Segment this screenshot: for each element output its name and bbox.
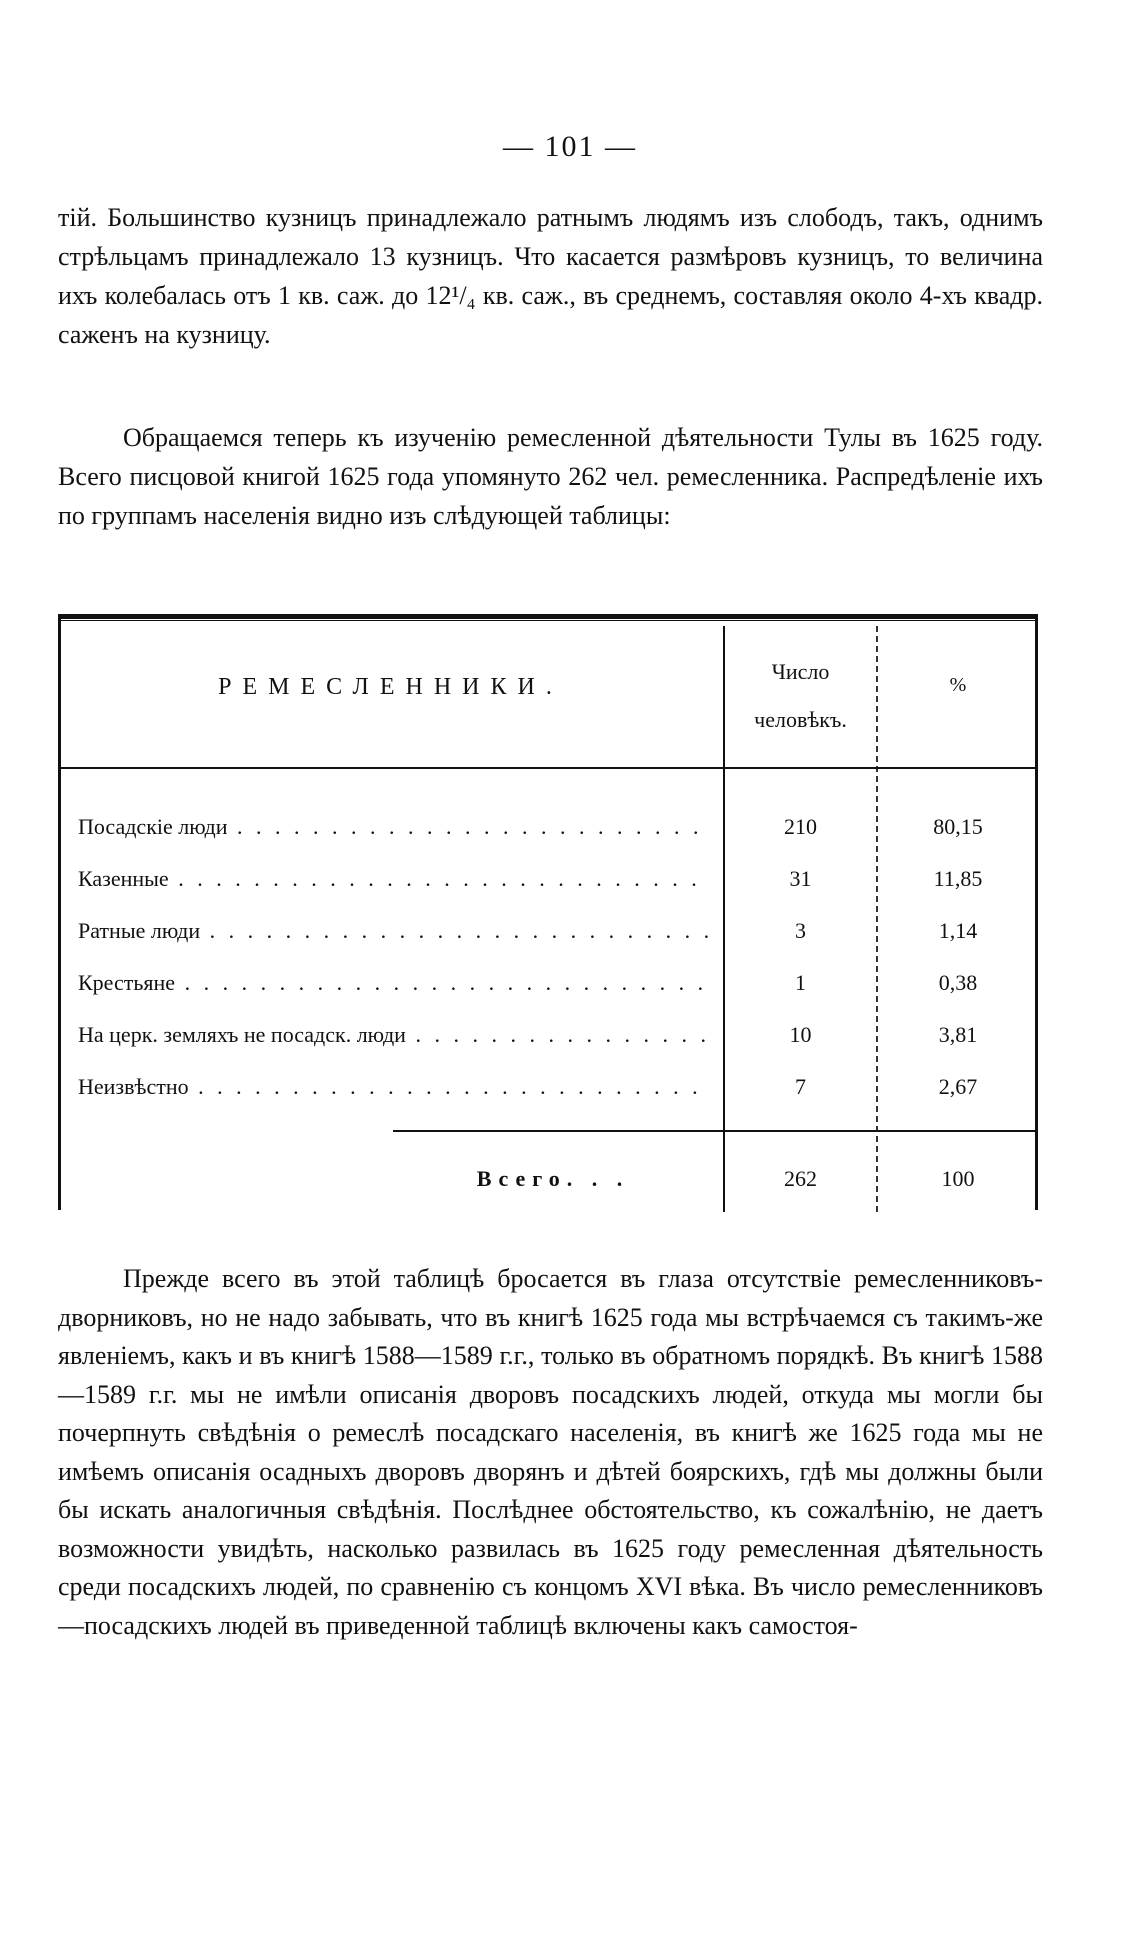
table-top-rule <box>58 614 1038 619</box>
header-percent: % <box>949 674 967 696</box>
total-count: 262 <box>784 1166 817 1191</box>
table-body <box>58 806 1038 1118</box>
row-count: 31 <box>789 866 812 891</box>
paragraph-2: Обращаемся теперь къ изученію ремесленной дѣятельности Тулы въ 1625 году. Всего писцовой книгой 1625 года упомянуто 262 чел. ремесленника. Распредѣленіе ихъ по группамъ населенія видно изъ слѣдующей таблицы: <box>58 423 1043 530</box>
header-craftsmen: РЕМЕСЛЕННИКИ. <box>218 674 563 700</box>
total-percent: 100 <box>941 1166 975 1191</box>
table-row <box>58 806 1038 858</box>
row-count: 1 <box>795 970 806 995</box>
table-row <box>58 1066 1038 1118</box>
page-number: — 101 — <box>503 130 637 163</box>
table-header-rule <box>58 767 1038 769</box>
row-name: Неизвѣстно . . . <box>78 1074 708 1100</box>
header-count: Число человѣкъ. <box>754 659 847 732</box>
row-count: 3 <box>795 918 806 943</box>
row-percent: 0,38 <box>938 970 978 995</box>
row-percent: 3,81 <box>938 1022 978 1047</box>
paragraph-1: тій. Большинство кузницъ принадлежало ратнымъ людямъ изъ слободъ, такъ, однимъ стрѣльцамъ принадлежало 13 кузницъ. Что касается размѣровъ кузницъ, то величина ихъ колебалась отъ 1 кв. саж. до 12¹/₄ кв. саж., въ среднемъ, составляя около 4-хъ квадр. саженъ на кузницу. <box>58 203 1043 349</box>
row-name: Посадскіе люди . . . <box>78 814 708 840</box>
row-percent: 80,15 <box>933 814 983 839</box>
row-name: На церк. земляхъ не посадск. люди . . . <box>78 1022 708 1048</box>
total-label: Всего. . . <box>476 1166 630 1191</box>
table-row <box>58 962 1038 1014</box>
table-total-rule <box>393 1130 1038 1132</box>
row-name: Казенные . . . <box>78 866 708 892</box>
row-count: 210 <box>784 814 817 839</box>
paragraph-3: Прежде всего въ этой таблицѣ бросается въ глаза отсутствіе ремесленниковъ-дворниковъ, но не надо забывать, что въ книгѣ 1625 года мы встрѣчаемся съ такимъ-же явленіемъ, какъ и въ книгѣ 1588—1589 г.г., только въ обратномъ порядкѣ. Въ книгѣ 1588—1589 г.г. мы не имѣли описанія дворовъ посадскихъ людей, откуда мы могли бы почерпнуть свѣдѣнія о ремеслѣ посадскаго населенія, въ книгѣ же 1625 года мы не имѣемъ описанія осадныхъ дворовъ дворянъ и дѣтей боярскихъ, гдѣ мы должны были бы искать аналогичныя свѣдѣнія. Послѣднее обстоятельство, къ сожалѣнію, не даетъ возможности увидѣть, насколько развилась въ 1625 году ремесленная дѣятельность среди посадскихъ людей, по сравненію съ концомъ XVI вѣка. Въ число ремесленниковъ—посадскихъ людей въ приведенной таблицѣ включены какъ самостоя- <box>58 1264 1043 1640</box>
row-count: 7 <box>795 1074 806 1099</box>
row-percent: 1,14 <box>938 918 978 943</box>
row-percent: 11,85 <box>933 866 983 891</box>
row-percent: 2,67 <box>938 1074 978 1099</box>
row-name: Ратные люди . . . <box>78 918 708 944</box>
craftsmen-table <box>58 614 1038 1216</box>
table-row <box>58 858 1038 910</box>
table-row <box>58 910 1038 962</box>
row-name: Крестьяне . . . <box>78 970 708 996</box>
table-row <box>58 1014 1038 1066</box>
row-count: 10 <box>789 1022 812 1047</box>
table-top-rule-thin <box>58 620 1038 621</box>
